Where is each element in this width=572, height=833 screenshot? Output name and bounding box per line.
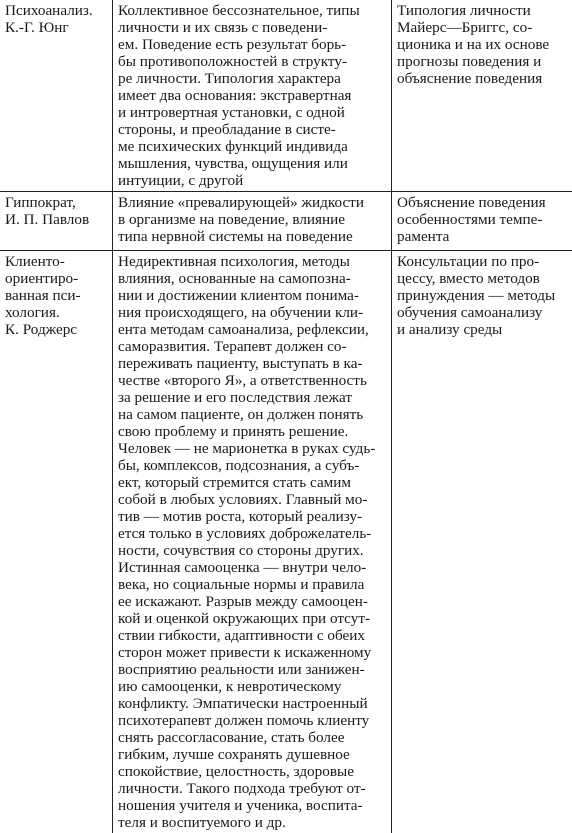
text-line: конфликту. Эмпатически настроенный (118, 695, 386, 712)
text-line: тив — мотив роста, который реализу- (118, 508, 386, 525)
text-line: Человек — не марионетка в руках судь- (118, 440, 386, 457)
text-line: нии и достижении клиентом понима- (118, 287, 386, 304)
text-line: обучения самоанализу (397, 304, 568, 321)
text-line: ента методам самоанализа, рефлексии, (118, 321, 386, 338)
text-line: Консультации по про- (397, 253, 568, 270)
application-cell (392, 0, 572, 192)
text-line: ре личности. Типология характера (118, 70, 386, 87)
text-line: гибким, лучше сохранять душевное (118, 746, 386, 763)
text-line: имеет два основания: экстравертная (118, 87, 386, 104)
text-line: К. Роджерс (5, 321, 107, 338)
text-line: принуждения — методы (397, 287, 568, 304)
text-line: Истинная самооценка — внутри чело- (118, 559, 386, 576)
text-line: рамента (397, 228, 568, 245)
table-row (0, 251, 572, 833)
text-line: ности, сочувствия со стороны других. (118, 542, 386, 559)
text-line: личности и их связь с поведени- (118, 19, 386, 36)
text-line: Объяснение поведения (397, 194, 568, 211)
text-line: ориентиро- (5, 270, 107, 287)
text-line: ется только в условиях доброжелатель- (118, 525, 386, 542)
application-cell (392, 251, 572, 833)
text-line: ект, который стремится стать самим (118, 474, 386, 491)
text-line: личности. Такого подхода требуют от- (118, 780, 386, 797)
text-line: честве «второго Я», а ответственность (118, 372, 386, 389)
text-line: Коллективное бессознательное, типы (118, 2, 386, 19)
text-line: ванная пси- (5, 287, 107, 304)
text-line: бы противоположностей в структу- (118, 53, 386, 70)
text-line: и интровертная установки, с одной (118, 104, 386, 121)
text-line: психотерапевт должен помочь клиенту (118, 712, 386, 729)
text-line: цессу, вместо методов (397, 270, 568, 287)
text-line: Психоанализ. (5, 2, 107, 19)
text-line: прогнозы поведения и (397, 53, 568, 70)
text-line: ствии гибкости, адаптивности с обеих (118, 627, 386, 644)
text-line: стороны, и преобладание в систе- (118, 121, 386, 138)
text-line: спокойствие, целостность, здоровые (118, 763, 386, 780)
text-line: влияния, основанные на самопозна- (118, 270, 386, 287)
text-line: бы, комплексов, подсознания, а субъ- (118, 457, 386, 474)
text-line: теля и воспитуемого и др. (118, 814, 386, 831)
text-line: ния происходящего, на обучении кли- (118, 304, 386, 321)
approach-cell (0, 251, 113, 833)
text-line: ношения учителя и ученика, воспита- (118, 797, 386, 814)
text-line: сторон может привести к искаженному (118, 644, 386, 661)
table-row (0, 0, 572, 192)
text-line: типа нервной системы на поведение (118, 228, 386, 245)
text-line: ционика и на их основе (397, 36, 568, 53)
text-line: Типология личности (397, 2, 568, 19)
text-line: собой в любых условиях. Главный мо- (118, 491, 386, 508)
application-cell (392, 192, 572, 251)
text-line: на самом пациенте, он должен понять (118, 406, 386, 423)
text-line: мышления, чувства, ощущения или (118, 155, 386, 172)
essence-cell (113, 0, 392, 192)
text-line: снять рассогласование, стать более (118, 729, 386, 746)
text-line: ее искажают. Разрыв между самооцен- (118, 593, 386, 610)
text-line: Влияние «превалирующей» жидкости (118, 194, 386, 211)
text-line: и анализу среды (397, 321, 568, 338)
text-line: К.-Г. Юнг (5, 19, 107, 36)
text-line: за решение и его последствия лежат (118, 389, 386, 406)
text-line: хология. (5, 304, 107, 321)
text-line: ме психических функций индивида (118, 138, 386, 155)
essence-cell (113, 251, 392, 833)
text-line: Недирективная психология, методы (118, 253, 386, 270)
essence-cell (113, 192, 392, 251)
text-line: переживать пациенту, выступать в ка- (118, 355, 386, 372)
text-line: свою проблему и принять решение. (118, 423, 386, 440)
text-line: интуиции, с другой (118, 172, 386, 189)
text-line: кой и оценкой окружающих при отсут- (118, 610, 386, 627)
text-line: ию самооценки, к невротическому (118, 678, 386, 695)
text-line: Гиппократ, (5, 194, 107, 211)
text-line: особенностями темпе- (397, 211, 568, 228)
text-line: объяснение поведения (397, 70, 568, 87)
text-line: ем. Поведение есть результат борь- (118, 36, 386, 53)
text-line: восприятию реальности или занижен- (118, 661, 386, 678)
text-line: Майерс—Бриггс, со- (397, 19, 568, 36)
text-line: в организме на поведение, влияние (118, 211, 386, 228)
text-line: века, но социальные нормы и правила (118, 576, 386, 593)
text-line: саморазвития. Терапевт должен со- (118, 338, 386, 355)
table-row (0, 192, 572, 251)
approach-cell (0, 0, 113, 192)
text-line: И. П. Павлов (5, 211, 107, 228)
approach-cell (0, 192, 113, 251)
text-line: Клиенто- (5, 253, 107, 270)
